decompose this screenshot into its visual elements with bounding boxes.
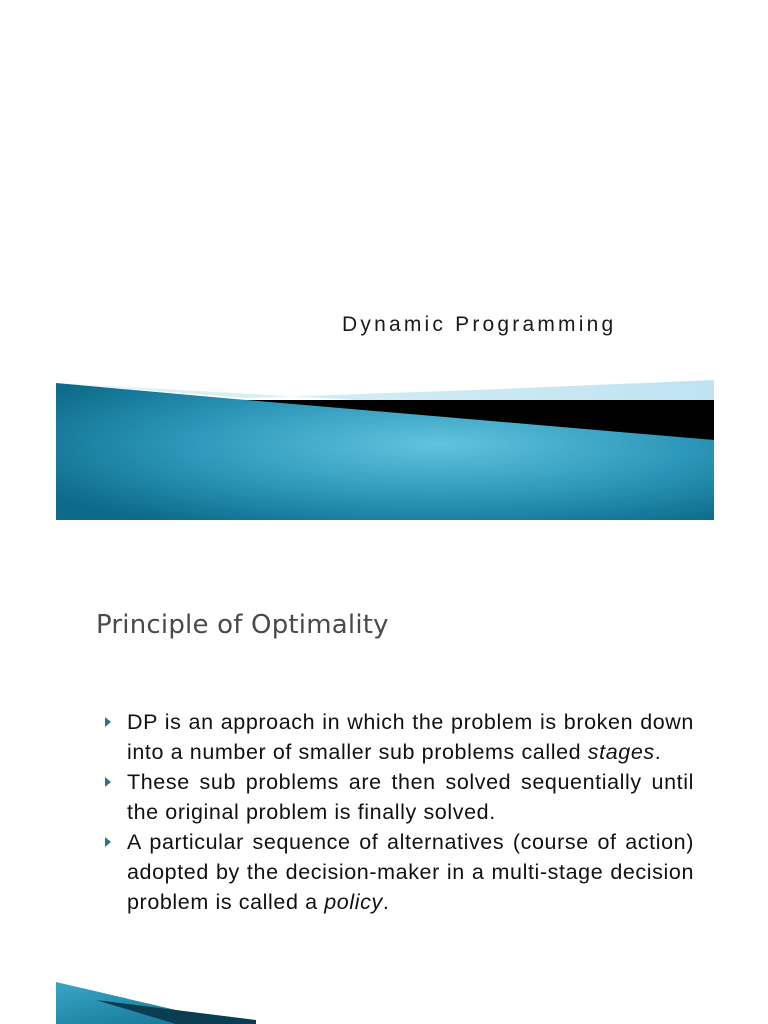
slide-principle-of-optimality <box>0 560 768 1024</box>
bullet-item <box>104 827 694 917</box>
triangle-right-icon <box>105 777 111 787</box>
triangle-right-icon <box>105 837 111 847</box>
presentation-title: Dynamic Programming <box>342 313 617 336</box>
bullet-text-end: . <box>382 890 390 914</box>
bullet-text: DP is an approach in which the problem is broken down into a number of smaller sub problems called <box>127 710 694 764</box>
bullet-text: A particular sequence of alternatives (course of action) adopted by the decision-maker in a multi-stage decision problem is called a <box>127 830 694 914</box>
bullet-text: These sub problems are then solved sequentially until the original problem is finally solved. <box>127 770 694 824</box>
bullet-item <box>104 767 694 827</box>
bullet-emphasis: stages <box>587 740 655 764</box>
triangle-right-icon <box>105 717 111 727</box>
bullet-emphasis: policy <box>324 890 383 914</box>
bullet-item <box>104 707 694 767</box>
corner-accent <box>56 980 256 1024</box>
title-banner <box>56 378 714 520</box>
bullet-text-end: . <box>654 740 662 764</box>
slide-heading: Principle of Optimality <box>96 610 389 640</box>
bullet-list <box>104 707 694 917</box>
